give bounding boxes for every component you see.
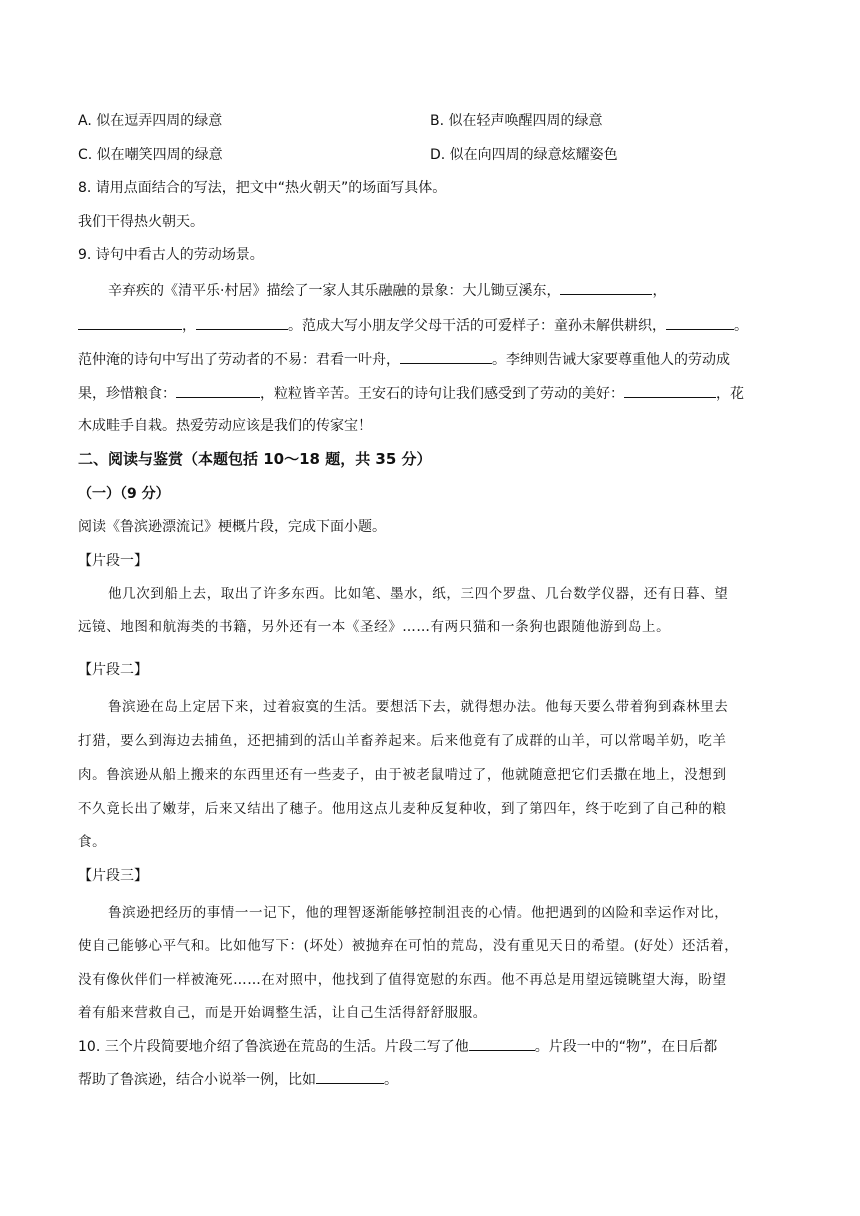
fragment-2-line-2: 打猎，要么到海边去捕鱼，还把捕到的活山羊畜养起来。后来他竟有了成群的山羊，可以常喝羊奶，吃羊 — [78, 733, 727, 749]
reading-intro: 阅读《鲁滨逊漂流记》梗概片段，完成下面小题。 — [78, 519, 386, 535]
fragment-3-line-4: 着有船来营救自己，而是开始调整生活，让自己生活得舒舒服服。 — [78, 1005, 487, 1021]
option-d: D. 似在向四周的绿意炫耀姿色 — [430, 147, 618, 163]
fragment-1-line-2: 远镜、地图和航海类的书籍，另外还有一本《圣经》……有两只猫和一条狗也跟随他游到岛上。 — [78, 619, 671, 635]
answer-blank[interactable] — [176, 383, 260, 398]
q9-text: 辛弃疾的《清平乐·村居》描绘了一家人其乐融融的景象：大儿锄豆溪东， — [108, 283, 561, 299]
question-9-line-2 — [78, 315, 784, 336]
q9-text: 范仲淹的诗句中写出了劳动者的不易：君看一叶舟， — [78, 352, 400, 368]
q10-text: 10. 三个片段简要地介绍了鲁滨逊在荒岛的生活。片段二写了他 — [78, 1039, 469, 1055]
fragment-2-label: 【片段二】 — [78, 662, 148, 678]
answer-blank[interactable] — [560, 280, 652, 295]
question-9-line-4 — [78, 383, 784, 404]
fragment-2-line-3: 肉。鲁滨逊从船上搬来的东西里还有一些麦子，由于被老鼠啃过了，他就随意把它们丢撒在地上，没想到 — [78, 767, 727, 783]
answer-blank[interactable] — [316, 1069, 384, 1084]
q9-text: 果，珍惜粮食： — [78, 386, 176, 402]
answer-blank[interactable] — [624, 383, 716, 398]
section-2-title: 二、阅读与鉴赏（本题包括 10～18 题，共 35 分） — [78, 450, 432, 468]
q9-text: ，粒粒皆辛苦。王安石的诗句让我们感受到了劳动的美好： — [260, 386, 624, 402]
fragment-3-label: 【片段三】 — [78, 868, 148, 884]
option-a: A. 似在逗弄四周的绿意 — [78, 113, 223, 129]
option-b: B. 似在轻声唤醒四周的绿意 — [430, 113, 603, 129]
fragment-3-line-1: 鲁滨逊把经历的事情一一记下，他的理智逐渐能够控制沮丧的心情。他把遇到的凶险和幸运作对比， — [108, 905, 729, 921]
option-c: C. 似在嘲笑四周的绿意 — [78, 147, 223, 163]
q9-text: ， — [652, 283, 667, 299]
question-9-stem: 9. 诗句中看古人的劳动场景。 — [78, 247, 264, 263]
answer-blank[interactable] — [78, 315, 182, 330]
question-10-line-1 — [78, 1036, 784, 1057]
question-10-line-2 — [78, 1069, 784, 1090]
question-9-line-1 — [108, 280, 784, 301]
q9-text: ， — [182, 318, 196, 334]
fragment-1-label: 【片段一】 — [78, 553, 148, 569]
answer-blank[interactable] — [666, 315, 734, 330]
question-8-answer-start: 我们干得热火朝天。 — [78, 214, 204, 230]
q9-text: ，花 — [716, 386, 744, 402]
answer-blank[interactable] — [469, 1036, 535, 1051]
question-8-stem: 8. 请用点面结合的写法，把文中“热火朝天”的场面写具体。 — [78, 180, 447, 196]
q9-text: 。范成大写小朋友学父母干活的可爱样子：童孙未解供耕织， — [288, 318, 666, 334]
part-1-title: （一）（9 分） — [78, 486, 170, 502]
fragment-3-line-2: 使自己能够心平气和。比如他写下：(坏处）被抛弃在可怕的荒岛，没有重见天日的希望。(好处）还活着， — [78, 938, 739, 954]
q10-text: 帮助了鲁滨逊，结合小说举一例，比如 — [78, 1072, 316, 1088]
question-9-line-5: 木成畦手自栽。热爱劳动应该是我们的传家宝！ — [78, 418, 372, 434]
fragment-3-line-3: 没有像伙伴们一样被淹死……在对照中，他找到了值得宽慰的东西。他不再总是用望远镜眺望大海，盼望 — [78, 972, 727, 988]
fragment-2-line-5: 食。 — [78, 834, 107, 850]
q10-text: 。片段一中的“物”，在日后都 — [534, 1039, 718, 1055]
answer-blank[interactable] — [196, 315, 288, 330]
fragment-1-line-1: 他几次到船上去，取出了许多东西。比如笔、墨水，纸，三四个罗盘、几台数学仪器，还有日暮、望 — [108, 586, 729, 602]
fragment-2-line-4: 不久竟长出了嫩芽，后来又结出了穗子。他用这点儿麦种反复种收，到了第四年，终于吃到了自己种的粮 — [78, 801, 727, 817]
q9-text: 。李绅则告诫大家要尊重他人的劳动成 — [492, 352, 730, 368]
answer-blank[interactable] — [400, 349, 492, 364]
question-9-line-3 — [78, 349, 784, 370]
q9-text: 。 — [734, 318, 748, 334]
fragment-2-line-1: 鲁滨逊在岛上定居下来，过着寂寞的生活。要想活下去，就得想办法。他每天要么带着狗到森林里去 — [108, 699, 729, 715]
q10-text: 。 — [384, 1072, 398, 1088]
